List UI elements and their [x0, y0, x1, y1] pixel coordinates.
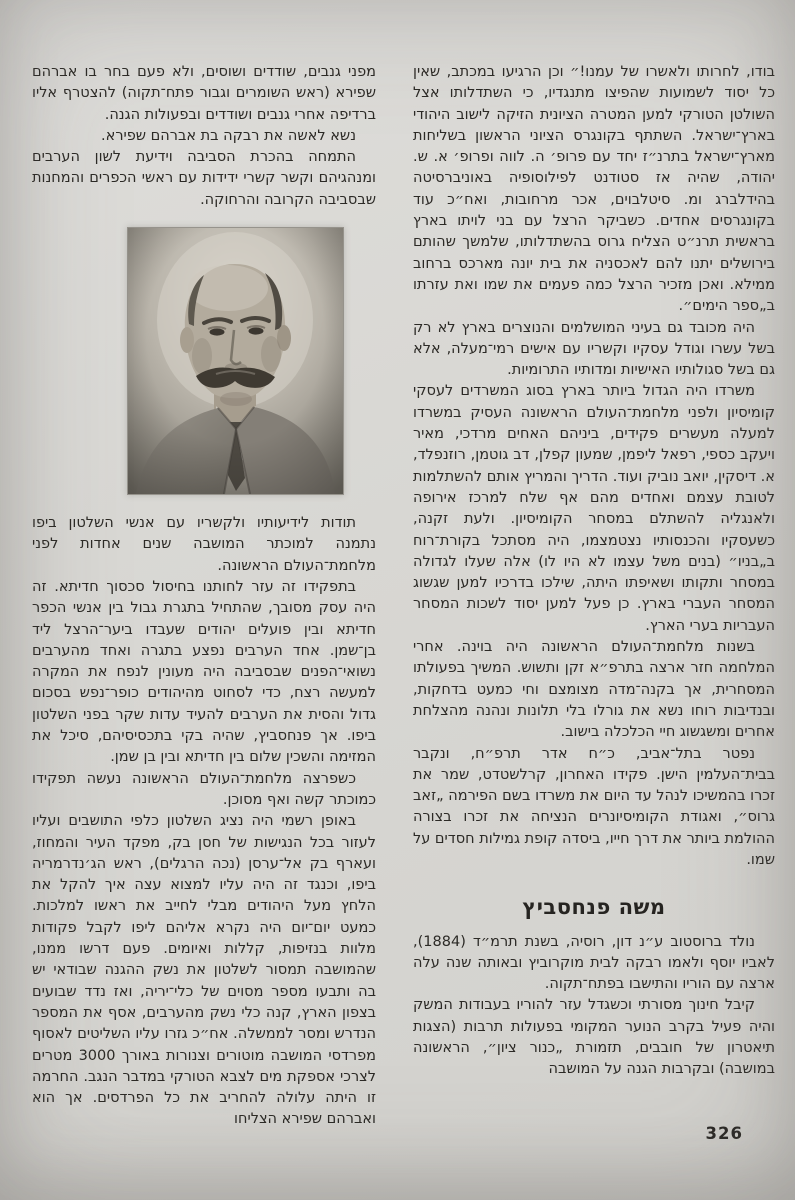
paragraph: תודות לידיעותיו ולקשריו עם אנשי השלטון ביפו נתמנה למוכתר המושבה שנים אחדות לפני מלחמת־העולם הראשונה. — [32, 515, 376, 574]
column-left — [32, 62, 376, 1131]
paragraph: נפטר בתל־אביב, כ״ח אדר תרפ״ח, ונקבר בבית־העלמין הישן. פקידו האחרון, קרלשטדט, שמר את זכרו בהמשיכו לנהל עד היום את משרדו בשם הפירמה „זאב גרוס״, ואגודת הקומיסיונרים הנציחה את זכרו בצורה ההולמת ביותר את דרך חייו, ביסדה קופת גמילות חסדים על שמו. — [413, 745, 775, 868]
paragraph: קיבל חינוך מסורתי וכשגדל עזר להוריו בעבודות המשק והיה פעיל בקרב הנוער המקומי בפעולות תרבות (הצגות תיאטרון של חובבים, תזמורת „כנור ציון״, הראשונה במושבה) ובקרבות הגנה על המושבה — [413, 997, 775, 1078]
paragraph: באופן רשמי היה נציג השלטון כלפי התושבים ועליו לעזור בכל הנגישות של חסן בק, מפקד העיר והמחוז, ועארף בק אל־ערסן (נכה הרגלים), ראש הג׳נדרמריה ביפו, וכנגד זה היה עליו למצוא עצה איך להקל את הלחץ מעל היהודים מבלי לחייב את ראשו למלכות. כמעט יום־יום היה נקרא אליהם ליפו לקבל פקודות מלוות בנזיפות, קללות ואיומים. פעם דרשו ממנו, שהמושבה תמסור לשלטון את נשק ההגנה שבודאי יש בה ותבעו מספר מסוים של כלי־יריה, ואז נדד שבועים בצפון הארץ, קנה כלי נשק מהערבים, אסף את המספר הנדרש ומסר לממשלה. אח״כ גזרו עליו השליטים לאסוף מפרדסי המושבה מוטורים וצנורות באורך 3000 מטרים לצרכי אספקת מים לצבא הטורקי במדבר הנגב. החרמה זו היתה עלולה להחריב את כל הפרדסים. אך הוא ואברהם שפירא הצליחו — [32, 813, 376, 1128]
paragraph: היה מכובד גם בעיני המושלמים והנוצרים בארץ לא רק בשל עשרו וגודל עסקיו וקשריו עם אישים רמי־מעלה, אלא גם בשל סגולותיו האישיות ומדותיו התרומיות. — [413, 319, 775, 379]
portrait-photo — [127, 227, 344, 495]
paragraph: כשפרצה מלחמת־העולם הראשונה נעשה תפקידו כמוכתר קשה ואף מסוכן. — [32, 770, 376, 808]
paragraph: התמחה בהכרת הסביבה וידיעת לשון הערבים ומנהגיהם וקשר קשרי ידידות עם ראשי הכפרים והמחנות שבסביבה הקרובה והרחוקה. — [32, 149, 376, 208]
paragraph: בתפקידו זה עזר לחותנו בחיסול סכסוך חדיתא. זה היה עסק מסובך, שהתחיל בתגרת גבול בין אנשי הכפר חדיתא ובין פועלים יהודים שעבדו ביער־הרצל ליד בן־שמן. אחד הערבים נפצע בתגרה ואחד מהערבים נשואי־הפנים שבסביבה היה מעונין לנפח את המקרה למעשה רצח, כדי לסחוט מהיהודים כופר־נפש בסכום גדול והסית את הערבים להעיד עדות שקר בפני השלטון ביפו. אך פנחסביץ, שהיה בקי בתכסיסיהם, סיכל את המזימה והשכין שלום בין חדיתא ובין בן שמן. — [32, 578, 376, 766]
column-right — [413, 62, 775, 1081]
paragraph: מפני גנבים, שודדים ושוסים, ולא פעם בחר בו אברהם שפירא (ראש השומרים וגבור פתח־תקוה) להצטרף אליו ברדיפה אחרי גנבים ושודדים ובפעולות הגנה. — [32, 64, 376, 123]
paragraph: בשנות מלחמת־העולם הראשונה היה בוינה. אחרי המלחמה חזר ארצה בתרפ״א זקן ותשוש. המשיך בפעולתו המסחרית, אך בקנה־מדה מצומצם וחי כמעט בדחקות, ובנדיבות רוחו נשא את גורלו בלי תלונות ונהנה מהצלחת אחרים ומשגשוג חיי הכלכלה בישוב. — [413, 639, 775, 741]
paragraph: משרדו היה הגדול ביותר בארץ בסוג המשרדים לעסקי קומיסיון ולפני מלחמת־העולם הראשונה העסיק במשרדו למעלה מעשרים פקידים, ביניהם האחים מרדכי, מאיר ויעקב כספי, רפאל ליפמן, שמעון קפלן, דב גוטמן, רוזנפלד, א. דיסקין, יואב נוביק ועוד. הדריך והמריץ אותם להשתלמות לטובת עצמם ואחדים מהם אף שלח למרכז אירופה ולאנגליה להשתלם במסחר הקומיסיון. ולעת זקנה, כשעסקיו והכנסותיו נצטמצמו, היה מסתכל בקורת־רוח ב„בניו״ (בנים משל עצמו לא היו לו) אלה שעלו לגדולה במסחר ותקותו ושאיפתו היתה, שילכו בדרכיו למען שגשוג המסחר העברי בארץ. כן פעל למען יסוד לשכות המסחר העבריות בערי הארץ. — [413, 383, 775, 634]
page-number: 326 — [705, 1124, 743, 1143]
paragraph: בודו, לחרותו ולאשרו של עמנו!״ וכן הרגיעו במכתב, שאין כל יסוד לשמועות שהפיצו מתנגדיו, כי השתדלותו אצל השולטן הטורקי למען המטרה הציונית הזיקה לישוב היהודי בארץ־ישראל. השתתף בקונגרס הציוני הראשון בשליחות מארץ־ישראל בתרנ״ז יחד עם פרופ׳ ה. לווה ופרופ׳ א. ש. יהודה, שהיה אז סטודנט לפילוסופיה באוניברסיטה בהידלברג ומ. סיטלבוים, אכר מרחובות, ואח״כ עוד בקונגרסים אחדים. כשביקר הרצל עם בני לויתו בארץ בראשית תרנ״ט הצליח גרוס בהשתדלותו, שלמשך שהותם בירושלים יתנו להם לאכסניה את בית יונה מארכס ברחוב ממילא. ואכן מזכיר הרצל כמה פעמים את שמו ואת עזרתו ב„ספר הימים״. — [413, 64, 775, 315]
portrait-illustration — [128, 228, 343, 494]
paragraph: נולד ברוסטוב ע״נ דון, רוסיה, בשנת תרמ״ד (1884), לאביו יוסף ולאמו רבקה לבית מוקרוביץ ובאותה שנה עלה ארצה עם הוריו והתישבו בפתח־תקוה. — [413, 933, 775, 993]
biography-heading-moshe-pinchasovitz: משה פנחסביץ — [522, 895, 666, 920]
paragraph: נשא לאשה את רבקה בת אברהם שפירא. — [101, 127, 356, 144]
